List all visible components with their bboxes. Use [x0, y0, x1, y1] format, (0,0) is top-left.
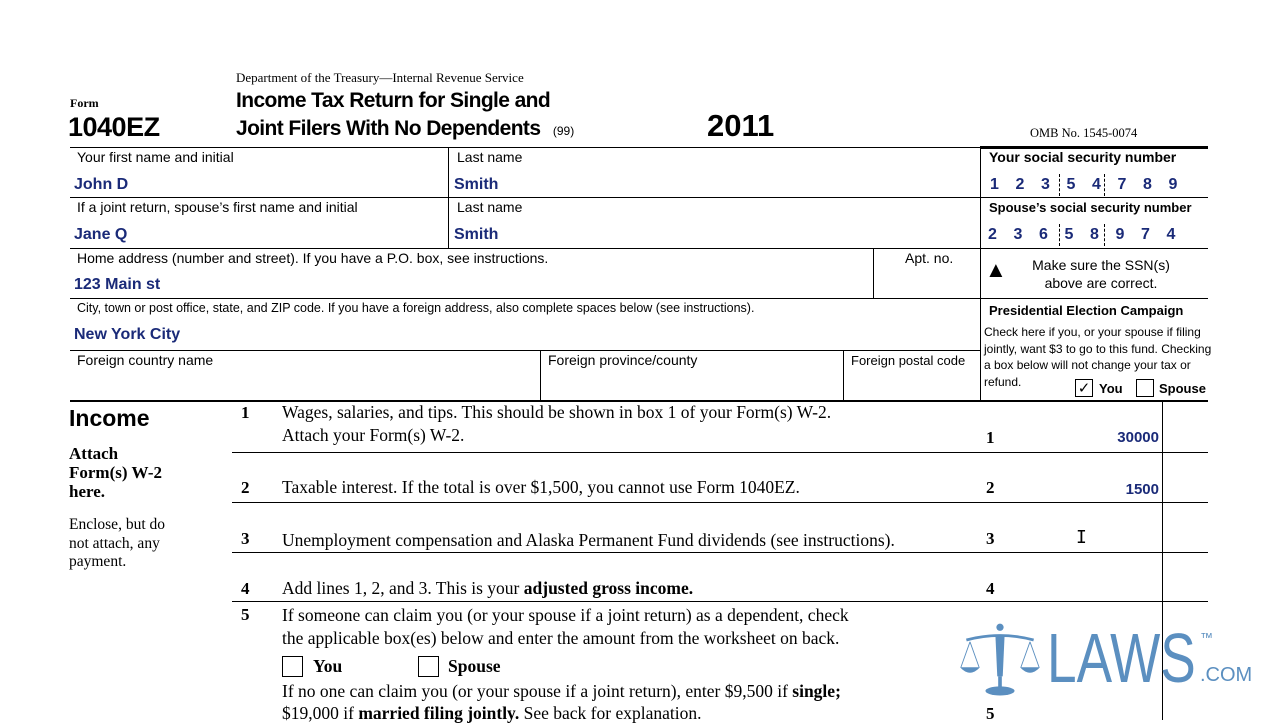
tax-year: 2011: [707, 108, 775, 143]
city-field[interactable]: New York City: [74, 326, 181, 343]
foreign-province-label: Foreign province/county: [548, 352, 698, 368]
ssn-digit: 9: [1115, 226, 1125, 243]
box-number: 1: [986, 428, 995, 447]
form-number: 1040EZ: [68, 112, 160, 142]
form-title-line2: Joint Filers With No Dependents: [236, 117, 541, 140]
spouse-ssn-field[interactable]: [988, 226, 1192, 244]
campaign-text-line: Check here if you, or your spouse if filing: [984, 325, 1201, 339]
box-number: 2: [986, 478, 995, 497]
attach-line: here.: [69, 482, 106, 501]
line-number: 5: [241, 605, 250, 624]
enclose-line: not attach, any: [69, 534, 160, 552]
line5-you-label: You: [313, 656, 343, 676]
foreign-postal-label: Foreign postal code: [851, 353, 966, 368]
campaign-text-line: jointly, want $3 to go to this fund. Checking: [984, 341, 1212, 356]
form-title-line1: Income Tax Return for Single and: [236, 89, 551, 112]
line5-you-checkbox[interactable]: [282, 656, 303, 677]
attach-line: Attach: [69, 444, 119, 463]
form-code: (99): [552, 124, 575, 138]
ssn-digit: 2: [988, 226, 997, 243]
campaign-title: Presidential Election Campaign: [989, 303, 1184, 318]
department-text: Department of the Treasury—Internal Revenue Service: [236, 70, 524, 85]
line5-text3-plain: If no one can claim you (or your spouse if a joint return), enter $9,500 if: [282, 681, 793, 701]
trademark-symbol: ™: [1200, 630, 1213, 645]
line1-text2: Attach your Form(s) W-2.: [282, 425, 465, 445]
ssn-digit: 9: [1168, 176, 1178, 193]
first-name-field[interactable]: John D: [74, 176, 129, 193]
home-address-label: Home address (number and street). If you have a P.O. box, see instructions.: [77, 250, 549, 266]
first-name-label: Your first name and initial: [77, 149, 234, 165]
attach-w2-note: [69, 444, 162, 501]
ssn-digit: 7: [1117, 176, 1127, 193]
last-name-field[interactable]: Smith: [454, 176, 499, 193]
line2-text: Taxable interest. If the total is over $1,500, you cannot use Form 1040EZ.: [282, 477, 800, 497]
enclose-line: payment.: [69, 553, 127, 570]
ssn-digit: 8: [1143, 176, 1152, 193]
attach-line: Form(s) W-2: [69, 463, 163, 482]
line-number: 3: [241, 529, 250, 548]
ssn-digit: 4: [1166, 226, 1176, 243]
line1-text: Wages, salaries, and tips. This should be shown in box 1 of your Form(s) W-2.: [282, 402, 832, 422]
city-label: City, town or post office, state, and ZIP code. If you have a foreign address, also complete spaces below (see instructions).: [77, 301, 755, 315]
line3-text: Unemployment compensation and Alaska Permanent Fund dividends (see instructions).: [282, 530, 895, 550]
scales-of-justice-icon: [955, 620, 1045, 700]
line5-spouse-checkbox[interactable]: [418, 656, 439, 677]
line5-text2: the applicable box(es) below and enter the amount from the worksheet on back.: [282, 628, 840, 648]
line-number: 2: [241, 478, 250, 497]
line5-text4-tail: See back for explanation.: [519, 703, 702, 723]
line5-text4: [282, 703, 701, 724]
line5-text4-plain: $19,000 if: [282, 703, 359, 723]
line4-text-bold: adjusted gross income.: [523, 578, 694, 598]
campaign-you-label: You: [1099, 381, 1123, 396]
spouse-last-name-field[interactable]: Smith: [454, 226, 499, 243]
line5-text4-bold: married filing jointly.: [358, 703, 520, 723]
watermark-text: LAWS: [1047, 619, 1196, 697]
enclose-line: Enclose, but do: [69, 516, 165, 533]
ssn-label: Your social security number: [989, 149, 1177, 165]
ssn-digit: 8: [1090, 226, 1099, 243]
form-label: Form: [70, 96, 99, 110]
form-title-line2-row: [236, 117, 574, 141]
campaign-spouse-label: Spouse: [1159, 381, 1206, 396]
warning-triangle-icon: ▲: [985, 257, 1007, 282]
spouse-last-name-label: Last name: [457, 199, 523, 215]
last-name-label: Last name: [457, 149, 523, 165]
home-address-field[interactable]: 123 Main st: [74, 276, 161, 293]
campaign-text-line: refund.: [984, 375, 1022, 389]
ssn-warning-text: Make sure the SSN(s) above are correct.: [1032, 257, 1170, 291]
text-cursor-icon: I: [1076, 527, 1087, 548]
spouse-first-name-label: If a joint return, spouse’s first name and initial: [77, 199, 358, 215]
line-number: 4: [241, 579, 250, 598]
ssn-digit: 2: [1015, 176, 1025, 193]
line4-text-plain: Add lines 1, 2, and 3. This is your: [282, 578, 524, 598]
ssn-digit: 3: [1013, 226, 1023, 243]
ssn-digit: 5: [1066, 176, 1076, 193]
campaign-text: [984, 324, 1211, 374]
campaign-you-checkbox[interactable]: ✓: [1075, 379, 1093, 397]
campaign-spouse-checkbox[interactable]: [1136, 379, 1154, 397]
ssn-field[interactable]: [990, 176, 1194, 194]
box-number: 5: [986, 704, 995, 723]
watermark-suffix: .COM: [1200, 664, 1253, 686]
omb-number: OMB No. 1545-0074: [1030, 126, 1138, 140]
line-number: 1: [241, 403, 250, 422]
campaign-text-line: a box below will not change your tax or: [984, 358, 1191, 372]
apt-label: Apt. no.: [905, 250, 954, 266]
ssn-digit: 7: [1141, 226, 1150, 243]
ssn-digit: 6: [1039, 226, 1048, 243]
foreign-country-label: Foreign country name: [77, 352, 214, 368]
line5-spouse-label: Spouse: [448, 656, 501, 676]
ssn-digit: 4: [1092, 176, 1101, 193]
box-number: 3: [986, 529, 995, 548]
line2-amount-field[interactable]: 1500: [1125, 481, 1159, 498]
line5-text: If someone can claim you (or your spouse if a joint return) as a dependent, check: [282, 605, 849, 625]
enclose-note: [69, 516, 165, 572]
ssn-digit: 3: [1041, 176, 1050, 193]
box-number: 4: [986, 579, 995, 598]
ssn-digit: 5: [1064, 226, 1074, 243]
line4-text: [282, 578, 693, 599]
spouse-ssn-label: Spouse’s social security number: [989, 200, 1192, 215]
ssn-digit: 1: [990, 176, 999, 193]
income-heading: Income: [69, 405, 150, 431]
spouse-first-name-field[interactable]: Jane Q: [74, 226, 128, 243]
line5-text3-bold: single;: [792, 681, 841, 701]
line1-amount-field[interactable]: 30000: [1117, 429, 1159, 446]
line5-text3: [282, 681, 841, 702]
